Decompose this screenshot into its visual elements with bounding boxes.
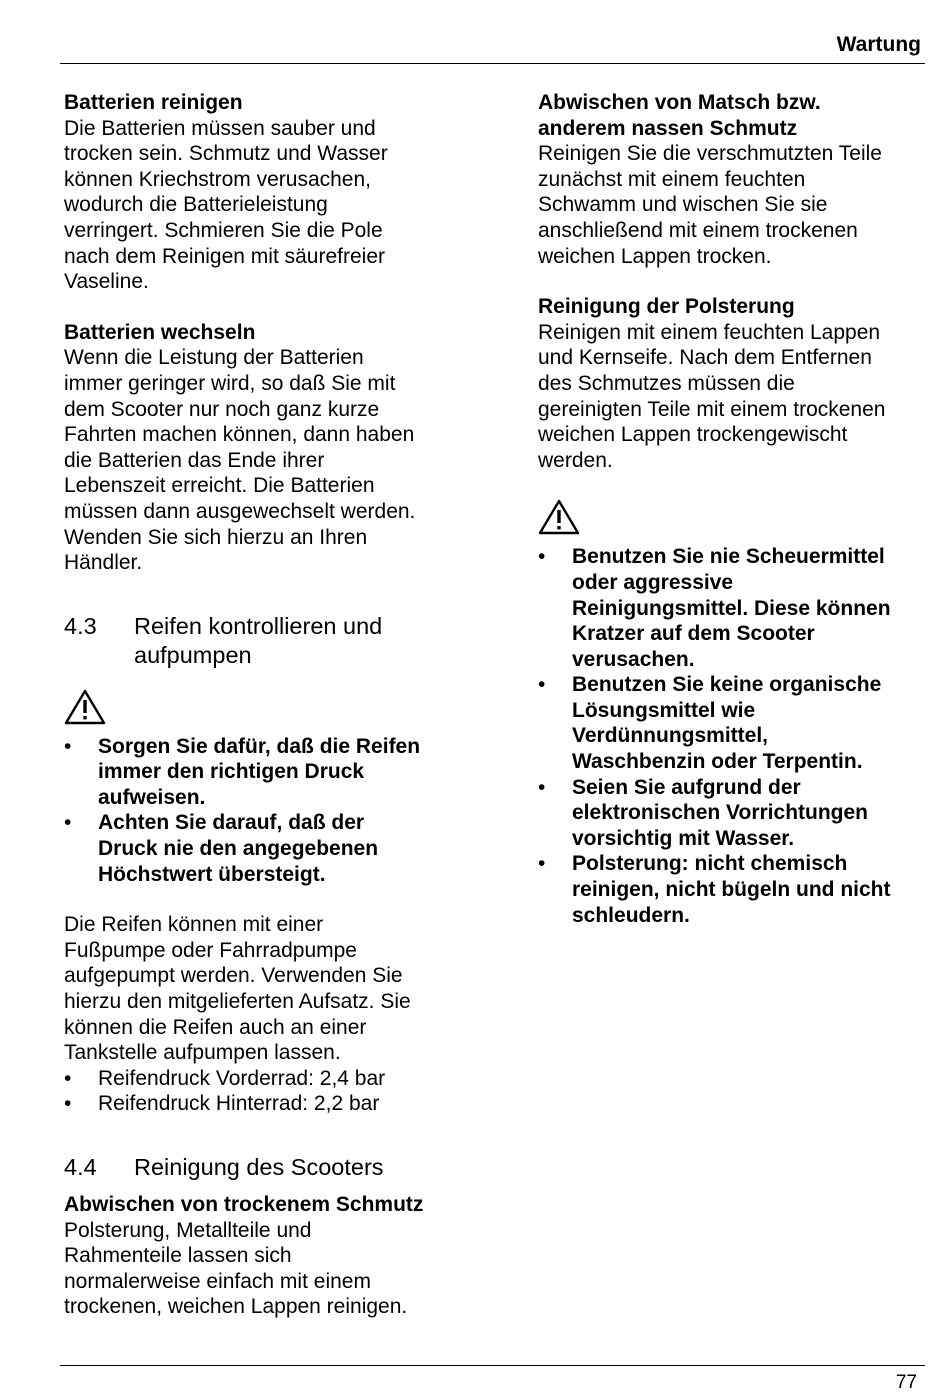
list-item: • Achten Sie darauf, daß der Druck nie den angegebenen Höchstwert übersteigt. xyxy=(64,810,464,887)
battery-cleaning-text: Die Batterien müssen sauber und trocken sein. Schmutz und Wasser können Kriechstrom verusachen, wodurch die Batterieleistung verringert. Schmieren Sie die Pole nach dem Reinigen mit säurefreier Vaseline. xyxy=(64,116,388,294)
tire-warning-list xyxy=(64,734,464,888)
upholstery-text: Reinigen mit einem feuchten Lappen und Kernseife. Nach dem Entfernen des Schmutzes müssen die gereinigten Teile mit einem trockenen weichen Lappen trockengewischt werden. xyxy=(538,320,886,472)
battery-cleaning-block xyxy=(64,90,464,295)
dry-dirt-heading: Abwischen von trockenem Schmutz xyxy=(64,1193,424,1216)
list-item: • Benutzen Sie keine organische Lösungsmittel wie Verdünnungsmittel, Waschbenzin oder Terpentin. xyxy=(538,672,922,774)
section-title: Reinigung des Scooters xyxy=(134,1154,384,1180)
battery-change-heading: Batterien wechseln xyxy=(64,320,256,344)
warning-triangle-icon xyxy=(538,498,580,536)
list-item: • Reifendruck Hinterrad: 2,2 bar xyxy=(64,1091,464,1117)
section-number: 4.4 xyxy=(64,1154,97,1180)
wet-dirt-heading: Abwischen von Matsch bzw. anderem nassen Schmutz xyxy=(538,91,821,140)
wet-dirt-block xyxy=(538,90,922,269)
footer-rule xyxy=(60,1365,925,1366)
left-column xyxy=(64,90,464,1320)
section-number: 4.3 xyxy=(64,612,97,639)
section-title: Reifen kontrollieren und aufpumpen xyxy=(134,612,383,668)
right-column xyxy=(538,90,922,928)
list-item: • Reifendruck Vorderrad: 2,4 bar xyxy=(64,1066,464,1092)
upholstery-heading: Reinigung der Polsterung xyxy=(538,295,795,319)
tire-pressure-list xyxy=(64,1066,464,1117)
list-item: • Sorgen Sie dafür, daß die Reifen immer den richtigen Druck aufweisen. xyxy=(64,734,464,811)
page-number: 77 xyxy=(895,1372,917,1393)
battery-change-block xyxy=(64,320,464,576)
running-header-title: Wartung xyxy=(836,33,921,56)
tire-inflation-text: Die Reifen können mit einer Fußpumpe oder Fahrradpumpe aufgepumpt werden. Verwenden Sie hierzu den mitgelieferten Aufsatz. Sie können die Reifen auch an einer Tankstelle aufpumpen lassen. xyxy=(64,913,411,1065)
battery-cleaning-heading: Batterien reinigen xyxy=(64,91,243,114)
list-item: • Benutzen Sie nie Scheuermittel oder aggressive Reinigungsmittel. Diese können Kratzer auf dem Scooter verusachen. xyxy=(538,544,922,672)
battery-change-text: Wenn die Leistung der Batterien immer geringer wird, so daß Sie mit dem Scooter nur noch ganz kurze Fahrten machen können, dann haben die Batterien das Ende ihrer Lebenszeit erreicht. Die Batterien müssen dann ausgewechselt werden. Wenden Sie sich hierzu an Ihren Händler. xyxy=(64,346,416,575)
upholstery-block xyxy=(538,294,922,473)
warning-triangle-icon xyxy=(64,688,106,726)
dry-dirt-text: Polsterung, Metallteile und Rahmenteile lassen sich normalerweise einfach mit einem trockenen, weichen Lappen reinigen. xyxy=(64,1218,408,1319)
section-4-3-heading xyxy=(64,612,464,670)
list-item: • Polsterung: nicht chemisch reinigen, nicht bügeln und nicht schleudern. xyxy=(538,851,922,928)
header-rule xyxy=(60,63,925,64)
cleaning-warning-list xyxy=(538,544,922,928)
list-item: • Seien Sie aufgrund der elektronischen Vorrichtungen vorsichtig mit Wasser. xyxy=(538,775,922,852)
section-4-4-heading xyxy=(64,1153,464,1182)
wet-dirt-text: Reinigen Sie die verschmutzten Teile zunächst mit einem feuchten Schwamm und wischen Sie sie anschließend mit einem trockenen weichen Lappen trocken. xyxy=(538,142,882,268)
